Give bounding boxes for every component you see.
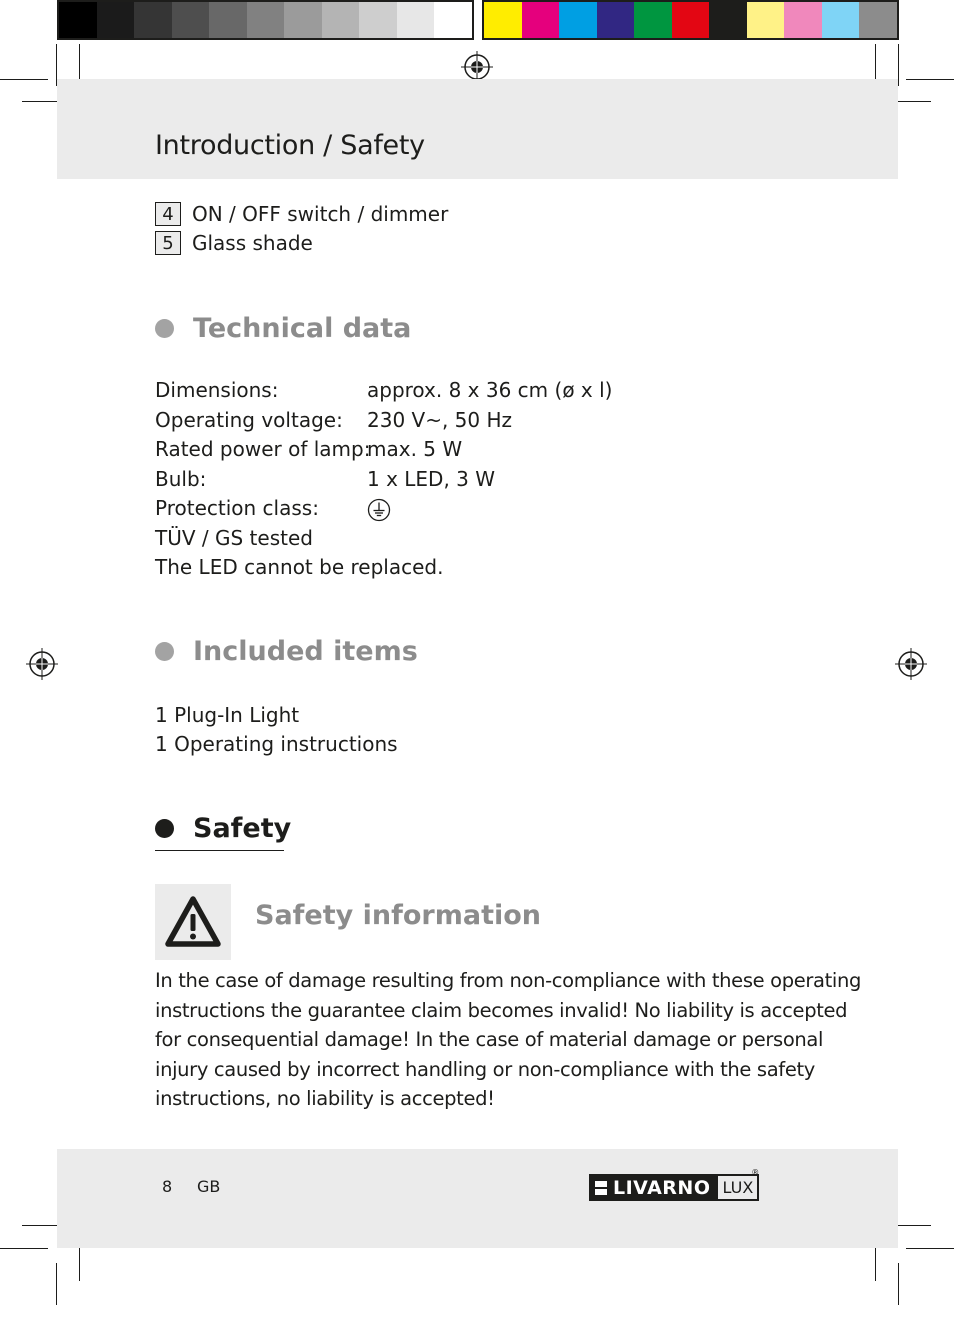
part-number-box: 5 xyxy=(155,231,181,255)
spec-label: Bulb: xyxy=(155,467,207,491)
brand-logo xyxy=(589,1168,799,1201)
paragraph-line: for consequential damage! In the case of material damage or personal xyxy=(155,1028,824,1052)
part-number-box: 4 xyxy=(155,202,181,226)
color-swatch xyxy=(247,2,285,38)
color-swatch xyxy=(484,2,522,38)
warning-triangle-icon xyxy=(164,895,222,949)
logo-sub xyxy=(716,1168,760,1201)
part-list-item xyxy=(155,202,448,226)
part-label: ON / OFF switch / dimmer xyxy=(192,202,449,226)
crop-mark xyxy=(906,79,954,80)
color-swatch xyxy=(172,2,210,38)
registration-mark-icon xyxy=(895,648,927,680)
crop-mark xyxy=(0,1248,48,1249)
color-swatch xyxy=(397,2,435,38)
color-swatch xyxy=(522,2,560,38)
section-heading-technical-data xyxy=(155,313,411,344)
safety-paragraph xyxy=(155,966,862,1114)
color-swatch xyxy=(359,2,397,38)
paragraph-line: In the case of damage resulting from non-compliance with these operating xyxy=(155,969,862,992)
section-heading-safety xyxy=(155,813,291,844)
color-swatch xyxy=(747,2,785,38)
crop-mark xyxy=(898,1263,899,1305)
color-swatch xyxy=(859,2,897,38)
color-swatch xyxy=(559,2,597,38)
spec-label: Protection class: xyxy=(155,496,319,520)
color-swatch xyxy=(434,2,472,38)
color-swatch xyxy=(672,2,710,38)
section-title: Included items xyxy=(193,636,418,667)
spec-value: approx. 8 x 36 cm (ø x l) xyxy=(367,378,613,402)
spec-label: Operating voltage: xyxy=(155,408,343,432)
section-heading-included-items xyxy=(155,636,418,667)
logo-sub-text: LUX xyxy=(722,1178,754,1197)
part-list-item xyxy=(155,231,313,255)
color-calibration-bar xyxy=(482,0,899,40)
bullet-icon xyxy=(155,642,174,661)
color-swatch xyxy=(209,2,247,38)
grayscale-calibration-bar xyxy=(57,0,474,40)
spec-note: The LED cannot be replaced. xyxy=(155,555,444,579)
part-label: Glass shade xyxy=(192,231,313,255)
page-title: Introduction / Safety xyxy=(155,130,425,161)
crop-mark xyxy=(56,1263,57,1305)
spec-value: 230 V~, 50 Hz xyxy=(367,408,513,432)
color-swatch xyxy=(709,2,747,38)
spec-value: max. 5 W xyxy=(367,437,463,461)
registration-mark-icon xyxy=(26,648,58,680)
bullet-icon xyxy=(155,319,174,338)
included-item: 1 Operating instructions xyxy=(155,732,398,756)
spec-value: 1 x LED, 3 W xyxy=(367,467,496,491)
crop-mark xyxy=(898,44,899,86)
paragraph-line: instructions the guarantee claim becomes invalid! No liability is accepted xyxy=(155,998,848,1022)
protective-earth-icon xyxy=(367,498,391,522)
spec-label: Rated power of lamp: xyxy=(155,437,371,461)
color-swatch xyxy=(784,2,822,38)
safety-info-title: Safety information xyxy=(255,900,542,931)
heading-underline xyxy=(155,850,284,851)
header-band xyxy=(57,79,898,179)
crop-mark xyxy=(906,1248,954,1249)
logo-mark-icon xyxy=(595,1181,607,1195)
paragraph-line: injury caused by incorrect handling or non-compliance with the safety xyxy=(155,1057,815,1081)
color-swatch xyxy=(284,2,322,38)
spec-note: TÜV / GS tested xyxy=(155,526,313,550)
color-swatch xyxy=(597,2,635,38)
color-swatch xyxy=(322,2,360,38)
color-swatch xyxy=(634,2,672,38)
page-number: 8 xyxy=(162,1177,173,1196)
paragraph-line: instructions, no liability is accepted! xyxy=(155,1087,495,1111)
section-title: Technical data xyxy=(193,313,412,344)
color-swatch xyxy=(134,2,172,38)
crop-mark xyxy=(0,79,48,80)
warning-box xyxy=(155,884,231,960)
included-item: 1 Plug-In Light xyxy=(155,703,300,727)
logo-main xyxy=(589,1174,716,1201)
registered-mark: ® xyxy=(751,1168,760,1177)
language-code: GB xyxy=(197,1177,221,1196)
color-swatch xyxy=(59,2,97,38)
spec-label: Dimensions: xyxy=(155,378,279,402)
logo-text: LIVARNO xyxy=(613,1176,711,1199)
bullet-icon xyxy=(155,819,174,838)
section-title: Safety xyxy=(193,813,292,844)
color-swatch xyxy=(822,2,860,38)
color-swatch xyxy=(97,2,135,38)
